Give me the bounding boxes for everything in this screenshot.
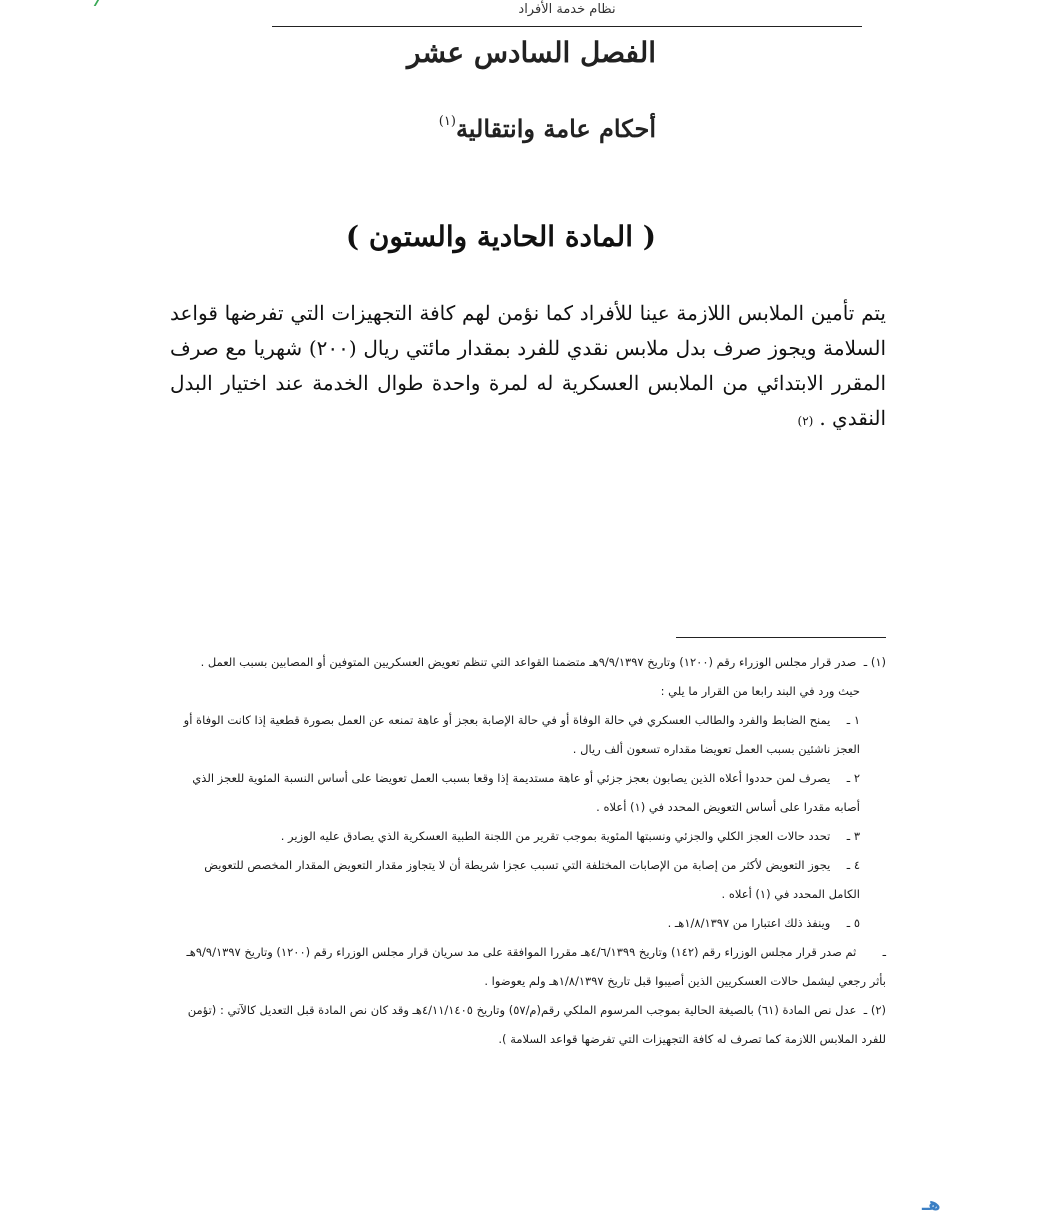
footnote-1-amendment: [170, 938, 886, 996]
footnote-marker: ٢ ـ: [846, 771, 860, 785]
footnote-2: [170, 996, 886, 1054]
chapter-title: الفصل السادس عشر: [406, 36, 656, 69]
running-header: نظام خدمة الأفراد: [518, 2, 616, 17]
footnote-1-item-1: [170, 706, 886, 764]
section-footnote-ref: (١): [438, 114, 456, 129]
footnote-text: عدل نص المادة (٦١) بالصيغة الحالية بموجب المرسوم الملكي رقم(م/٥٧) وتاريخ ٤/١١/١٤٠٥هـ وقد كان نص المادة قبل التعديل كالآتي : (تؤمن للفرد الملابس اللازمة كما تصرف له كافة التجهيزات التي تفرضها قواعد السلامة ).: [187, 1003, 886, 1046]
footnote-1: [170, 648, 886, 677]
footnote-text: ثم صدر قرار مجلس الوزراء رقم (١٤٢) وتاريخ ٤/٦/١٣٩٩هـ مقررا الموافقة على مد سريان قرار مجلس الوزراء رقم (١٢٠٠) وتاريخ ٩/٩/١٣٩٧هـ بأثر رجعي ليشمل حالات العسكريين الذين أصيبوا قبل تاريخ ١/٨/١٣٩٧هـ ولم يعوضوا .: [186, 945, 886, 988]
footnote-1-item-4: [170, 851, 886, 909]
footnote-marker: ٣ ـ: [846, 829, 860, 843]
footnote-1-item-5: [170, 909, 886, 938]
footnote-1-item-3: [170, 822, 886, 851]
footnote-marker: ـ: [882, 945, 886, 959]
footnote-marker: ١ ـ: [846, 713, 860, 727]
section-title-text: أحكام عامة وانتقالية: [455, 114, 656, 143]
footnote-separator: [676, 637, 886, 638]
footnote-text: يصرف لمن حددوا أعلاه الذين يصابون بعجز جزئي أو عاهة مستديمة إذا وقعا بسبب العمل تعويضا على أساس النسبة المئوية للعجز الذي أصابه مقدرا على أساس التعويض المحدد في (١) أعلاه .: [192, 771, 860, 814]
footnote-text: حيث ورد في البند رابعا من القرار ما يلي :: [660, 684, 860, 698]
footnote-text: يمنح الضابط والفرد والطالب العسكري في حالة الوفاة أو في حالة الإصابة بعجز أو عاهة تمنعه عن العمل بصورة قطعية إذا كانت الوفاة أو العجز ناشئين بسبب العمل تعويضا مقداره تسعون ألف ريال .: [183, 713, 860, 756]
footnote-1-item-2: [170, 764, 886, 822]
footnote-marker: (١) ـ: [863, 655, 886, 669]
footnote-text: يجوز التعويض لأكثر من إصابة من الإصابات المختلفة التي تسبب عجزا شريطة أن لا يتجاوز مقدار التعويض المقدار المخصص للتعويض الكامل المحدد في (١) أعلاه .: [204, 858, 860, 901]
article-title: ( المادة الحادية والستون ): [345, 220, 656, 253]
section-title: [439, 114, 656, 143]
footnote-marker: ٤ ـ: [846, 858, 860, 872]
article-body-text: يتم تأمين الملابس اللازمة عينا للأفراد كما نؤمن لهم كافة التجهيزات التي تفرضها قواعد السلامة ويجوز صرف بدل ملابس نقدي للفرد بمقدار مائتي ريال (٢٠٠) شهريا مع صرف المقرر الابتدائي من الملابس العسكرية له لمرة واحدة طوال الخدمة عند اختيار البدل النقدي .: [170, 301, 886, 430]
header-rule: [272, 26, 862, 27]
footnote-marker: (٢) ـ: [863, 1003, 886, 1017]
footnote-text: وينفذ ذلك اعتبارا من ١/٨/١٣٩٧هـ .: [667, 916, 831, 930]
footnote-text: صدر قرار مجلس الوزراء رقم (١٢٠٠) وتاريخ ٩/٩/١٣٩٧هـ متضمنا القواعد التي تنظم تعويض العسكريين المتوفين أو المصابين بسبب العمل .: [200, 655, 857, 669]
article-body: [170, 296, 886, 439]
footnote-1-intro: [170, 677, 886, 706]
footnote-marker: ٥ ـ: [846, 916, 860, 930]
article-footnote-ref: (٢): [797, 414, 814, 428]
footnote-text: تحدد حالات العجز الكلي والجزئي ونسبتها المئوية بموجب تقرير من اللجنة الطبية العسكرية الذي يصادق عليه الوزير .: [280, 829, 831, 843]
footnotes: [170, 648, 886, 1054]
corner-mark: هـ: [922, 1194, 941, 1215]
scan-edge-mark: [94, 0, 115, 6]
